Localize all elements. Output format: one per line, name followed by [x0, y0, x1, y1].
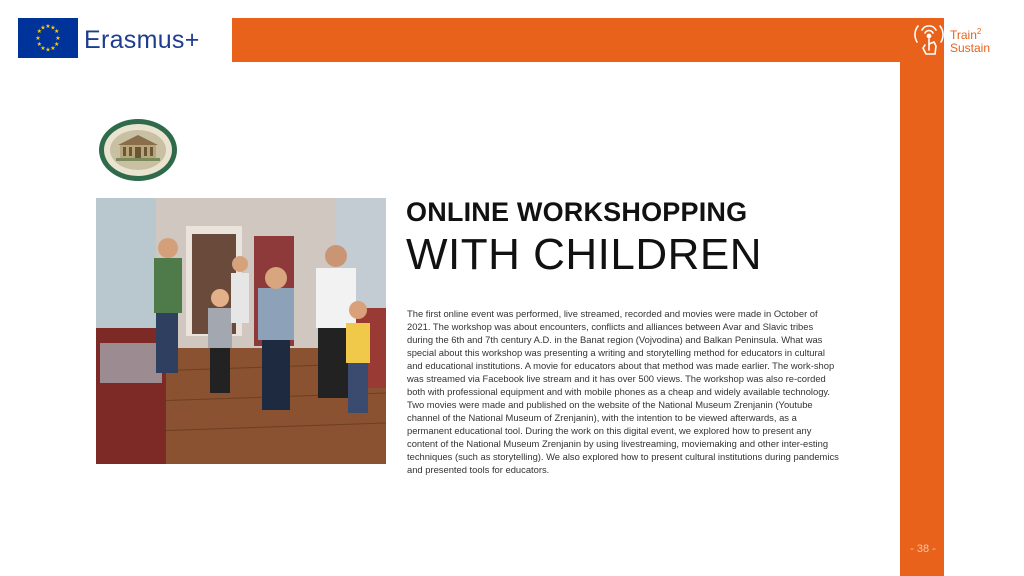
svg-text:★: ★	[54, 41, 60, 48]
logo-superscript: 2	[976, 27, 982, 36]
eu-flag-stars	[18, 18, 78, 58]
svg-text:★: ★	[50, 24, 56, 32]
train2sustain-logo-icon	[912, 22, 946, 62]
article-title-line2: WITH CHILDREN	[406, 230, 763, 279]
logo-train-word: Train	[950, 28, 977, 42]
header-orange-bar	[232, 18, 900, 62]
article-body: The first online event was performed, live streamed, recorded and movies were made in October of 2021. The workshop was about encounters, conflicts and alliances between Avar and Slavic tribes during the 6th and 7th century A.D. in the Banat region (Vojvodina) and Balkan Peninsula. What was special about this workshop was presenting a writing and storytelling method for educators in cultural and educational institutions. A movie for educators about that method was made earlier. The work-shop was streamed via Facebook live stream and it has over 500 views. The workshop was also re-corded both with professional equipment and with mobile phones as a cheap and widely available technology. Two movies were made and published on the website of the National Museum Zrenjanin (Youtube channel of the National Museum of Zrenjanin), with the intention to be viewed afterwards, as a permanent educational tool. During the work on this digital event, we explored how to present any content of the National Museum Zrenjanin by using livestreaming, moviemaking and other inter-esting techniques (such as storytelling). We also explored how to present cultural institutions during pandemics and presented tools for educators.	[407, 308, 839, 475]
article-title-line1: ONLINE WORKSHOPPING	[406, 197, 748, 227]
svg-text:★: ★	[35, 35, 41, 42]
logo-sustain-word: Sustain	[950, 41, 991, 55]
train2sustain-logo-text	[950, 25, 990, 55]
svg-text:★: ★	[45, 23, 51, 30]
svg-text:★: ★	[45, 46, 51, 54]
erasmus-plus-label: Erasmus+	[84, 26, 200, 54]
side-orange-bar	[900, 62, 944, 576]
svg-text:★: ★	[40, 45, 46, 52]
svg-text:★: ★	[40, 24, 46, 32]
svg-text:★: ★	[36, 41, 42, 48]
svg-text:★: ★	[50, 45, 56, 52]
svg-text:★: ★	[55, 35, 61, 42]
page-number: - 38 -	[910, 543, 936, 555]
workshop-photo	[96, 198, 386, 464]
svg-text:★: ★	[54, 28, 60, 35]
museum-seal-icon	[98, 118, 178, 182]
svg-text:★: ★	[36, 28, 42, 35]
eu-flag-icon	[18, 18, 78, 58]
